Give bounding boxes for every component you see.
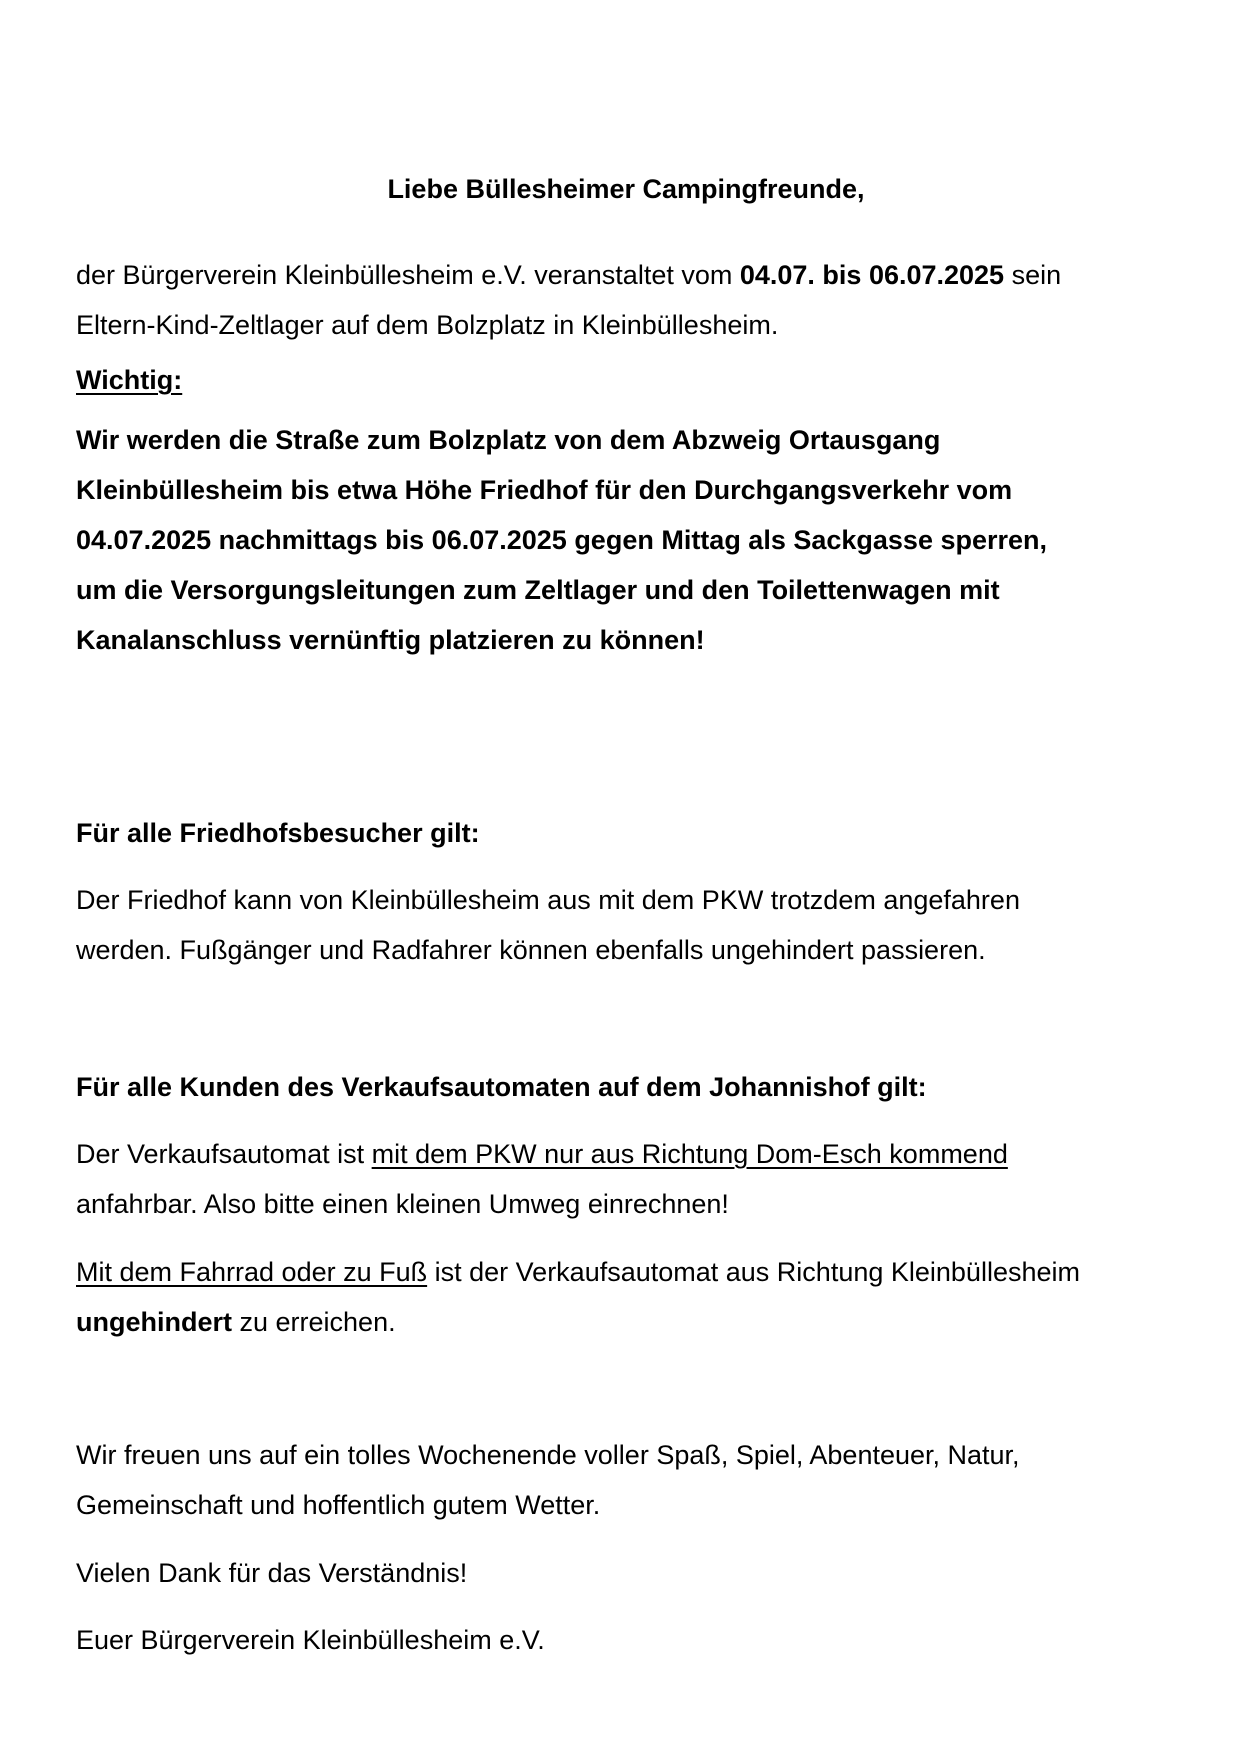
important-label: Wichtig: [76, 365, 183, 395]
vending-p2-underlined: Mit dem Fahrrad oder zu Fuß [76, 1257, 428, 1287]
vending-p2-line-2 [76, 1297, 1176, 1347]
vending-heading-paragraph [76, 1062, 1176, 1112]
vending-p2-text-end: zu erreichen. [232, 1307, 396, 1337]
important-line-5: Kanalanschluss vernünftig platzieren zu können! [76, 625, 705, 655]
vending-heading: Für alle Kunden des Verkaufsautomaten auf dem Johannishof gilt: [76, 1072, 927, 1102]
cemetery-line-1: Der Friedhof kann von Kleinbüllesheim aus mit dem PKW trotzdem angefahren [76, 885, 1020, 915]
thanks-line: Vielen Dank für das Verständnis! [76, 1558, 468, 1588]
important-paragraph [76, 415, 1176, 665]
vending-p1-line-1 [76, 1129, 1176, 1179]
vending-paragraph-1 [76, 1129, 1176, 1229]
vending-p1-underlined: mit dem PKW nur aus Richtung Dom-Esch kommend [371, 1139, 1008, 1169]
vending-p2-line-1 [76, 1247, 1176, 1297]
important-line-1: Wir werden die Straße zum Bolzplatz von dem Abzweig Ortausgang [76, 425, 941, 455]
vending-p2-bold: ungehindert [76, 1307, 232, 1337]
thanks-paragraph [76, 1548, 1176, 1598]
vending-p1-line-2: anfahrbar. Also bitte einen kleinen Umweg einrechnen! [76, 1189, 729, 1219]
cemetery-line-2: werden. Fußgänger und Radfahrer können ebenfalls ungehindert passieren. [76, 935, 986, 965]
cemetery-paragraph [76, 875, 1176, 975]
vending-paragraph-2 [76, 1247, 1176, 1347]
closing-paragraph [76, 1430, 1176, 1530]
vending-p1-text: Der Verkaufsautomat ist [76, 1139, 372, 1169]
important-line-4: um die Versorgungsleitungen zum Zeltlager und den Toilettenwagen mit [76, 575, 1000, 605]
important-line-3: 04.07.2025 nachmittags bis 06.07.2025 gegen Mittag als Sackgasse sperren, [76, 525, 1048, 555]
cemetery-heading-paragraph [76, 808, 1176, 858]
signature-line: Euer Bürgerverein Kleinbüllesheim e.V. [76, 1625, 545, 1655]
important-line-2: Kleinbüllesheim bis etwa Höhe Friedhof für den Durchgangsverkehr vom [76, 475, 1013, 505]
intro-dates: 04.07. bis 06.07.2025 [739, 260, 1005, 290]
cemetery-heading: Für alle Friedhofsbesucher gilt: [76, 818, 480, 848]
closing-line-1: Wir freuen uns auf ein tolles Wochenende voller Spaß, Spiel, Abenteuer, Natur, [76, 1440, 1020, 1470]
vending-p2-text: ist der Verkaufsautomat aus Richtung Kleinbüllesheim [427, 1257, 1080, 1287]
important-label-paragraph [76, 355, 1176, 405]
closing-line-2: Gemeinschaft und hoffentlich gutem Wetter. [76, 1490, 601, 1520]
greeting-heading: Liebe Büllesheimer Campingfreunde, [387, 174, 865, 204]
intro-text-a: der Bürgerverein Kleinbüllesheim e.V. veranstaltet vom [76, 260, 740, 290]
intro-line-2: Eltern-Kind-Zeltlager auf dem Bolzplatz in Kleinbüllesheim. [76, 310, 779, 340]
intro-paragraph [76, 250, 1176, 350]
intro-text-b: sein [1004, 260, 1062, 290]
signature-paragraph [76, 1615, 1176, 1665]
intro-line-1 [76, 250, 1176, 300]
